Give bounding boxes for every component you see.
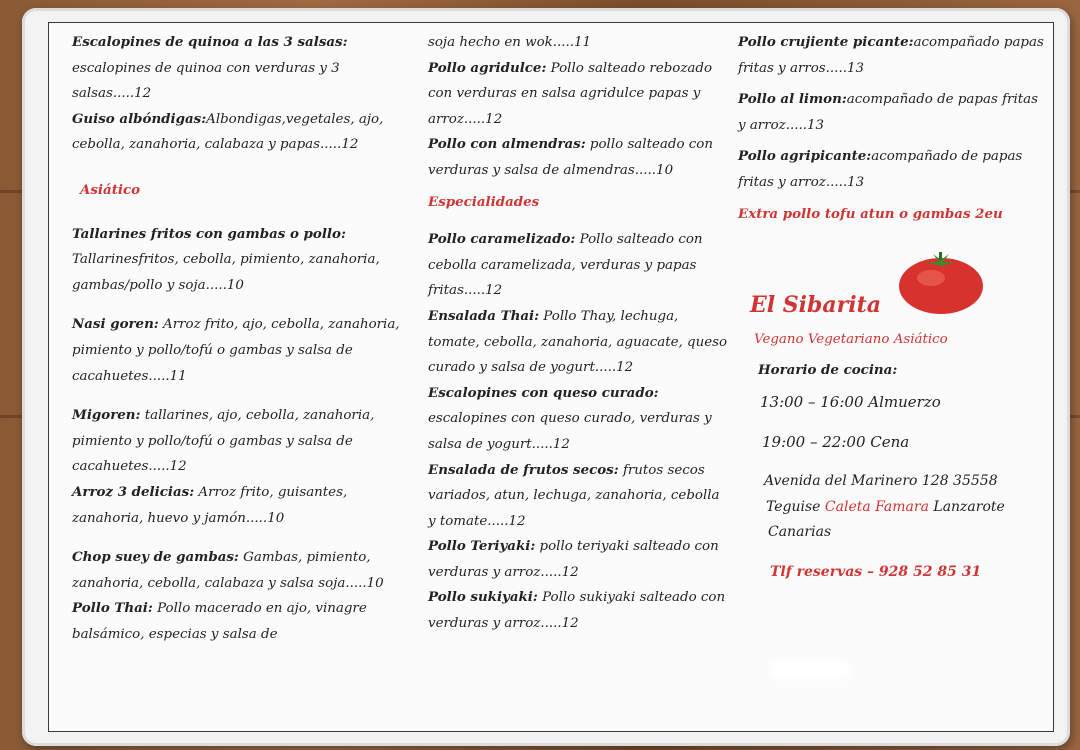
menu-item: Migoren: tallarines, ajo, cebolla, zanahoria, pimiento y pollo/tofú o gambas y salsa de cacahuetes.....12 — [72, 407, 375, 475]
menu-item: Pollo al limon:acompañado de papas fritas y arroz.....13 — [738, 91, 1038, 133]
section-heading: Asiático — [80, 181, 141, 198]
menu-item: Arroz 3 delicias: Arroz frito, guisantes, zanahoria, huevo y jamón.....10 — [72, 483, 348, 526]
menu-item: Ensalada Thai: Pollo Thay, lechuga, tomate, cebolla, zanahoria, aguacate, queso curado y salsa de yogurt.....12 — [428, 307, 728, 376]
hours-title: Horario de cocina: — [758, 362, 898, 379]
menu-item: Guiso albóndigas:Albondigas,vegetales, ajo, cebolla, zanahoria, calabaza y papas.....12 — [72, 110, 384, 153]
menu-column-1 — [72, 30, 402, 647]
extra-note: Extra pollo tofu atun o gambas 2eu — [738, 205, 1003, 222]
menu-item: Pollo agridulce: Pollo salteado rebozado con verduras en salsa agridulce papas y arroz.....12 — [428, 59, 713, 127]
menu-item: Chop suey de gambas: Gambas, pimiento, zanahoria, cebolla, calabaza y salsa soja.....10 — [72, 549, 384, 591]
hours-dinner: 19:00 – 22:00 Cena — [762, 432, 910, 451]
restaurant-name: El Sibarita — [750, 292, 882, 319]
menu-item: soja hecho en wok.....11 — [428, 35, 592, 50]
menu-item: Pollo con almendras: pollo salteado con verduras y salsa de almendras.....10 — [428, 136, 713, 178]
menu-item: Pollo sukiyaki: Pollo sukiyaki salteado con verduras y arroz.....12 — [428, 589, 726, 632]
menu-item: Tallarines fritos con gambas o pollo: Tallarinesfritos, cebolla, pimiento, zanahoria, gambas/pollo y soja.....10 — [72, 225, 380, 293]
menu-item: Pollo Thai: Pollo macerado en ajo, vinagre balsámico, especias y salsa de — [72, 600, 367, 642]
menu-column-2 — [428, 30, 728, 637]
section-heading: Especialidades — [428, 193, 540, 210]
phone-reservations: Tlf reservas – 928 52 85 31 — [770, 563, 982, 580]
menu-item: Nasi goren: Arroz frito, ajo, cebolla, zanahoria, pimiento y pollo/tofú o gambas y salsa de cacahuetes.....11 — [72, 316, 400, 384]
tagline: Vegano Vegetariano Asiático — [754, 331, 948, 347]
menu-item: Pollo crujiente picante:acompañado papas fritas y arros.....13 — [738, 34, 1044, 76]
menu-item: Pollo caramelizado: Pollo salteado con cebolla caramelizada, verduras y papas fritas.....12 — [428, 231, 703, 299]
tomato-icon — [897, 250, 985, 316]
address-line-2: Teguise Caleta Famara Lanzarote — [766, 498, 1005, 515]
menu-item: Pollo agripicante:acompañado de papas fritas y arroz.....13 — [738, 148, 1023, 190]
lamination-glare — [770, 660, 850, 680]
hours-lunch: 13:00 – 16:00 Almuerzo — [760, 392, 941, 411]
menu-item: Ensalada de frutos secos: frutos secos variados, atun, lechuga, zanahoria, cebolla y tomate.....12 — [428, 461, 720, 529]
address-line-1: Avenida del Marinero 128 35558 — [764, 473, 998, 490]
menu-item: Escalopines de quinoa a las 3 salsas: escalopines de quinoa con verduras y 3 salsas.....12 — [72, 34, 348, 102]
menu-item: Pollo Teriyaki: pollo teriyaki salteado con verduras y arroz.....12 — [428, 538, 719, 580]
menu-column-3 — [738, 30, 1048, 586]
menu-item: Escalopines con queso curado: escalopines con queso curado, verduras y salsa de yogurt.....12 — [428, 384, 712, 452]
address-line-3: Canarias — [768, 524, 832, 541]
